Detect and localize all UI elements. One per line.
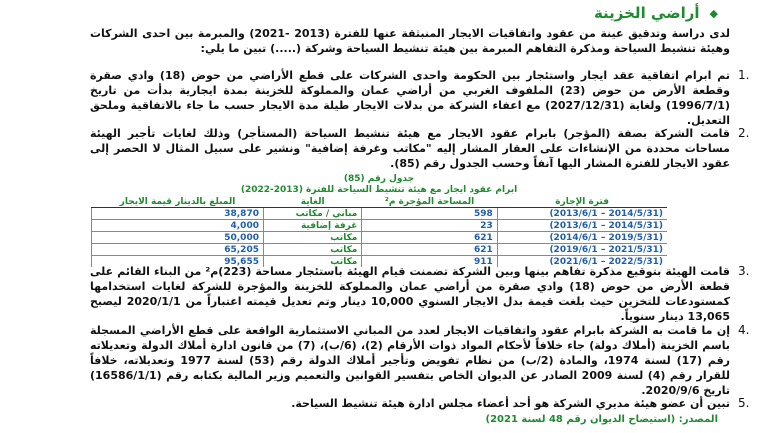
- intro-paragraph: لدى دراسة وتدقيق عينة من عقود واتفاقيات الايجار المنبثقة عنها للفترة (2013 -2021) والمبرمة بين احدى الشركات وهيئة تنشيط السياحة ومذكرة التفاهم المبرمة بين هيئة تنشيط السياحة وشركة (.....) تبين ما يلي:: [90, 27, 730, 55]
- cell-period: (2013/6/1 – 2014/5/31): [497, 208, 667, 220]
- table-header-row: [92, 196, 668, 208]
- list-item-1: [90, 68, 750, 128]
- cell-area: 621: [362, 232, 497, 244]
- item-number: 2.: [738, 126, 750, 140]
- item-text: قامت الهيئة بتوقيع مذكرة تفاهم بينها وبين الشركة تضمنت قيام الهيئة باستئجار مساحة (223)م² من البناء القائم على قطعة الأرض من حوض (18) وادي صقرة من أراضي عمان والمملوكة للخزينة والمؤجرة للشركة لغايات استخدامها كمستودعات للتخزين حيث بلغت قيمة بدل الايجار السنوي 10,000 دينار وتم تعديل قيمته اعتباراً من 2020/1/1 ليصبح 13,065 دينار سنوياً.: [90, 265, 730, 323]
- header-type: الغاية: [263, 196, 361, 208]
- item-text: تم ابرام اتفاقية عقد ايجار واستئجار بين الحكومة واحدى الشركات على قطع الأراضي من حوض (18) وادي صقرة وقطعة الأرض من حوض (23) الملفوف الغربي من أراضي عمان والمملوكة للخزينة بمدة ايجارية بدأت من تاريخ (1996/7/1) ولغاية (2027/12/31) مع اعفاء الشركة من بدلات الايجار طيلة مدة الايجار حسب ما جاء بالاتفاقية وملحق التعديل.: [90, 69, 731, 127]
- item-text: تبين أن عضو هيئة مديري الشركة هو أحد أعضاء مجلس ادارة هيئة تنشيط السياحة.: [291, 397, 730, 410]
- item-number: 3.: [738, 264, 750, 278]
- cell-period: (2019/6/1 – 2021/5/31): [497, 244, 667, 256]
- list-item-5: [90, 396, 750, 411]
- cell-type: مباني / مكاتب: [263, 208, 361, 220]
- table-title: ابرام عقود ايجار مع هيئة تنشيط السياحة للفترة (2013-2022): [240, 185, 518, 195]
- lease-table: [91, 196, 667, 267]
- lease-table-block: [91, 174, 667, 267]
- diamond-bullet-icon: ◆: [709, 6, 718, 20]
- table-number: جدول رقم (85): [343, 174, 415, 184]
- source-note: المصدر: (استيضاح الديوان رقم 48 لسنة 2021): [485, 414, 718, 425]
- table-row: [92, 220, 668, 232]
- cell-type: مكاتب: [263, 232, 361, 244]
- cell-amount: 65,205: [92, 244, 264, 256]
- table-row: [92, 208, 668, 220]
- cell-period: (2013/6/1 – 2014/5/31): [497, 220, 667, 232]
- cell-area: 911: [362, 256, 497, 268]
- cell-area: 598: [362, 208, 497, 220]
- heading-text: أراضي الخزينة: [593, 4, 700, 22]
- header-period: فترة الإجارة: [497, 196, 667, 208]
- cell-amount: 95,655: [92, 256, 264, 268]
- table-row: [92, 244, 668, 256]
- table-row: [92, 232, 668, 244]
- list-item-4: [90, 323, 750, 398]
- cell-area: 621: [362, 244, 497, 256]
- item-number: 1.: [738, 68, 750, 82]
- cell-type: مكاتب: [263, 244, 361, 256]
- header-amount: المبلغ بالدينار قيمة الايجار: [92, 196, 264, 208]
- section-heading: [594, 4, 718, 22]
- cell-amount: 4,000: [92, 220, 264, 232]
- cell-amount: 38,870: [92, 208, 264, 220]
- cell-type: مكاتب: [263, 256, 361, 268]
- item-text: إن ما قامت به الشركة بابرام عقود واتفاقيات الايجار لعدد من المباني الاستثمارية الواقعة على قطع الأراضي المسجلة باسم الخزينة (أملاك دولة) جاء خلافاً لأحكام المواد ذوات الأرقام (2)، (6/ب)، (7) من قانون ادارة أملاك الدولة وتعديلاته رقم (17) لسنة 1974، والمادة (2/ب) من نظام تفويض وتأجير أملاك الدولة رقم (53) لسنة 1977 وتعديلاته، خلافاً للقرار رقم (4) لسنة 2009 الصادر عن الديوان الخاص بتفسير القوانين والتعميم وزير المالية بكتابه رقم (16586/1/1) تاريخ 2020/9/6.: [90, 324, 731, 397]
- list-item-3: [90, 264, 750, 324]
- cell-period: (2021/6/1 – 2022/5/31): [497, 256, 667, 268]
- cell-type: غرفة إضافية: [263, 220, 361, 232]
- item-number: 5.: [738, 396, 750, 410]
- list-item-2: [90, 126, 750, 171]
- cell-area: 23: [362, 220, 497, 232]
- item-text: قامت الشركة بصفة (المؤجر) بابرام عقود الايجار مع هيئة تنشيط السياحة (المستأجر) وذلك لغايات تأجير الهيئة مساحات محددة من الإنشاءات على العقار المشار إليه "مكاتب وغرفة إضافية" ونشير على سبيل المثال لا الحصر إلى عقود الايجار للفترة المشار اليها آنفاً وحسب الجدول رقم (85).: [90, 127, 730, 170]
- item-number: 4.: [738, 323, 750, 337]
- header-area: المساحة المؤجرة م²: [362, 196, 497, 208]
- cell-period: (2014/6/1 – 2019/5/31): [497, 232, 667, 244]
- cell-amount: 50,000: [92, 232, 264, 244]
